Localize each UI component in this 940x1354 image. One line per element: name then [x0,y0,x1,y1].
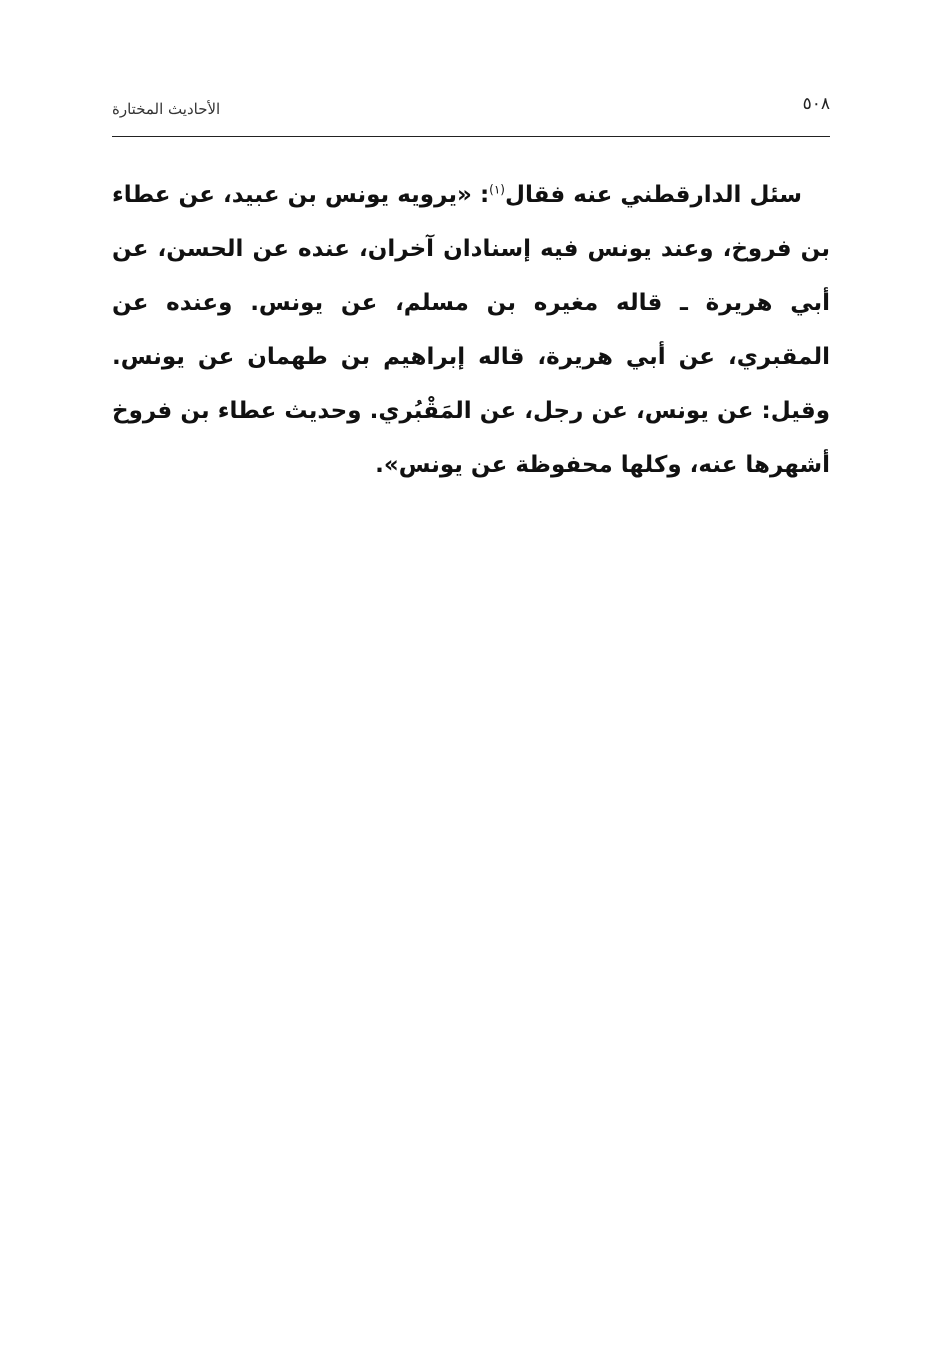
footnote-marker: (١) [489,182,505,197]
body-text: : «يرويه يونس بن عبيد، عن عطاء بن فروخ، وعند يونس فيه إسنادان آخران، عنده عن الحسن، عن أبي هريرة ـ قاله مغيره بن مسلم، عن يونس. وعنده عن المقبري، عن أبي هريرة، قاله إبراهيم بن طهمان عن يونس. وقيل: عن يونس، عن رجل، عن المَقْبُري. وحديث عطاء بن فروخ أشهرها عنه، وكلها محفوظة عن يونس». [112,182,830,478]
running-title: الأحاديث المختارة [112,100,221,118]
page-number: ٥٠٨ [802,94,830,114]
body-paragraph [112,168,830,492]
page-header [112,92,830,126]
header-rule [112,136,830,137]
body-lead: سئل الدارقطني عنه فقال [504,182,802,208]
